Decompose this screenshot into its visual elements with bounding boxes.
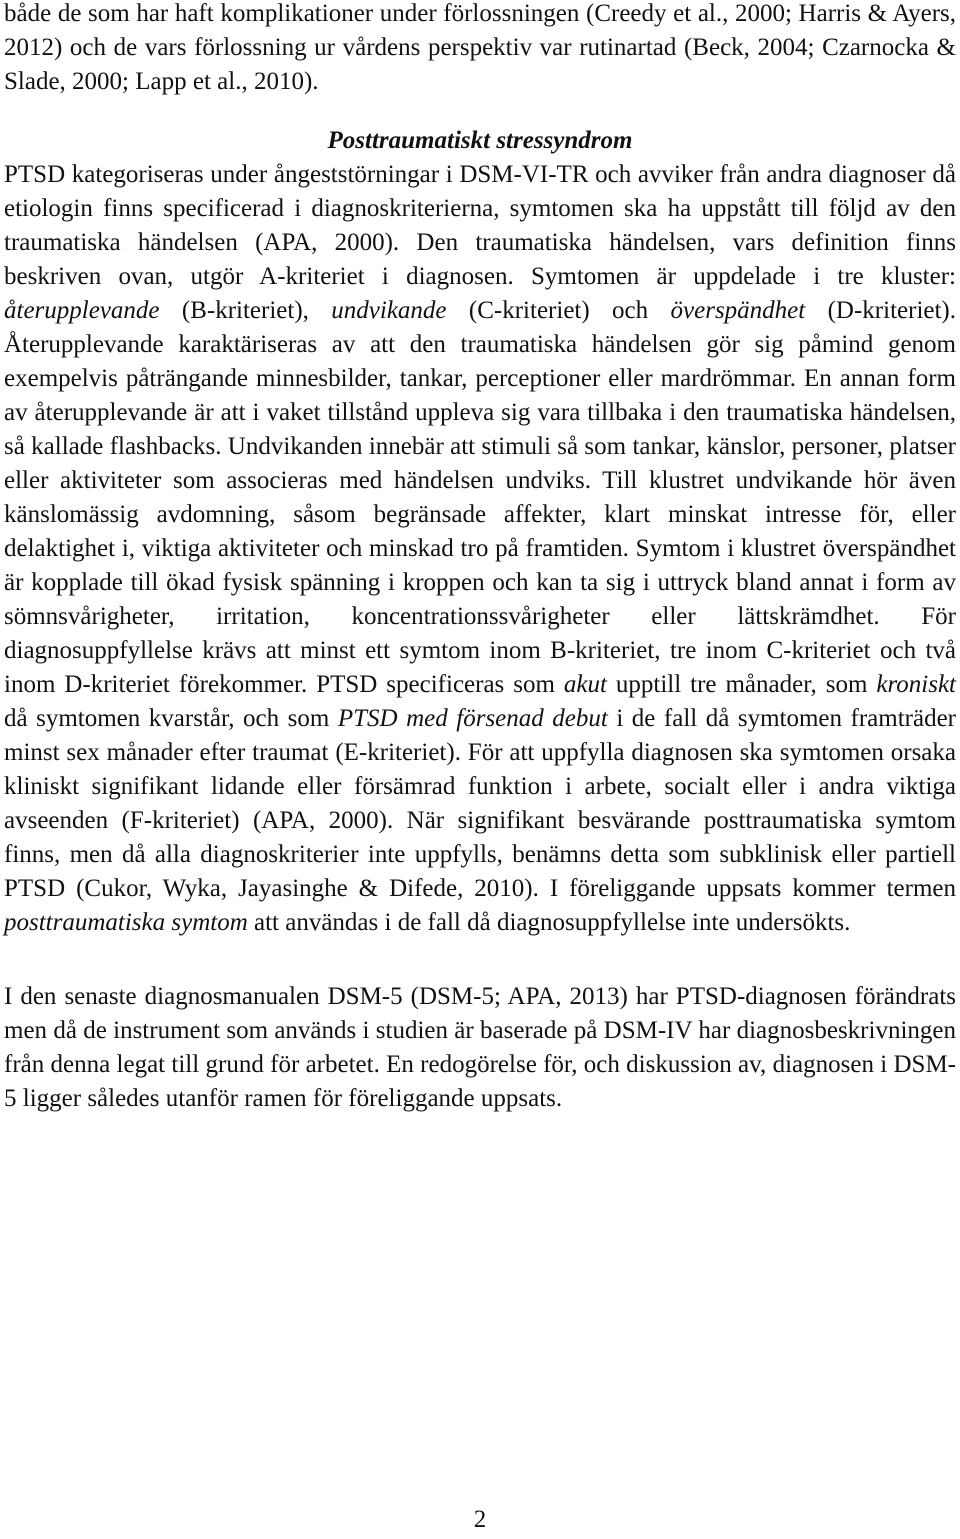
intro-paragraph: både de som har haft komplikationer under förlossningen (Creedy et al., 2000; Harris & Ayers, 2012) och de vars förlossning ur vårdens perspektiv var rutinartad (Beck, 2004; Czarnocka & Slade, 2000; Lapp et al., 2010).: [4, 0, 956, 95]
term-undvikande: undvikande: [331, 297, 447, 324]
text-run: då symtomen kvarstår, och som: [4, 705, 338, 732]
term-akut: akut: [563, 671, 607, 698]
document-page: [4, 0, 956, 1116]
term-aterupplevande: återupplevande: [4, 297, 160, 324]
text-run: att användas i de fall då diagnosuppfyllelse inte undersökts.: [247, 909, 851, 936]
text-run: (D-kriteriet). Återupplevande karaktäriseras av att den traumatiska händelsen gör sig påmind genom exempelvis påträngande minnesbilder, tankar, perceptioner eller mardrömmar. En annan form av återupplevande är att i vaket tillstånd uppleva sig vara tillbaka i den traumatiska händelsen, så kallade flashbacks. Undvikanden innebär att stimuli så som tankar, känslor, personer, platser eller aktiviteter som associeras med händelsen undviks. Till klustret undvikande hör även känslomässig avdomning, såsom begränsade affekter, klart minskat intresse för, eller delaktighet i, viktiga aktiviteter och minskad tro på framtiden. Symtom i klustret överspändhet är kopplade till ökad fysisk spänning i kroppen och kan ta sig i uttryck bland annat i form av sömnsvårigheter, irritation, koncentrationssvårigheter eller lättskrämdhet. För diagnosuppfyllelse krävs att minst ett symtom inom B-kriteriet, tre inom C-kriteriet och två inom D-kriteriet förekommer. PTSD specificeras som: [4, 297, 957, 698]
text-run: i de fall då symtomen framträder minst sex månader efter traumat (E-kriteriet). För att uppfylla diagnosen ska symtomen orsaka kliniskt signifikant lidande eller försämrad funktion i arbete, socialt eller i andra viktiga avseenden (F-kriteriet) (APA, 2000). När signifikant besvärande posttraumatiska symtom finns, men då alla diagnoskriterier inte uppfylls, benämns detta som subklinisk eller partiell PTSD (Cukor, Wyka, Jayasinghe & Difede, 2010). I föreliggande uppsats kommer termen: [4, 705, 956, 902]
section-heading: Posttraumatiskt stressyndrom: [327, 127, 633, 154]
term-posttraumatiska-symtom: posttraumatiska symtom: [4, 909, 248, 936]
term-overspandhet: överspändhet: [670, 297, 806, 324]
body-paragraph-1: [4, 158, 956, 940]
text-run: (C-kriteriet) och: [446, 297, 671, 324]
text-run: PTSD kategoriseras under ångeststörningar i DSM-VI-TR och avviker från andra diagnoser då etiologin finns specificerad i diagnoskriterierna, symtomen ska ha uppstått till följd av den traumatiska händelsen (APA, 2000). Den traumatiska händelsen, vars definition finns beskriven ovan, utgör A-kriteriet i diagnosen. Symtomen är uppdelade i tre kluster:: [4, 161, 956, 290]
text-run: (B-kriteriet),: [159, 297, 332, 324]
body-paragraph-2: I den senaste diagnosmanualen DSM-5 (DSM-5; APA, 2013) har PTSD-diagnosen förändrats men då de instrument som används i studien är baserade på DSM-IV har diagnosbeskrivningen från denna legat till grund för arbetet. En redogörelse för, och diskussion av, diagnosen i DSM-5 ligger således utanför ramen för föreliggande uppsats.: [4, 983, 956, 1112]
term-kroniskt: kroniskt: [876, 671, 956, 698]
text-run: upptill tre månader, som: [606, 671, 877, 698]
page-number: 2: [473, 1506, 487, 1533]
term-ptsd-forsenad-debut: PTSD med försenad debut: [337, 705, 608, 732]
